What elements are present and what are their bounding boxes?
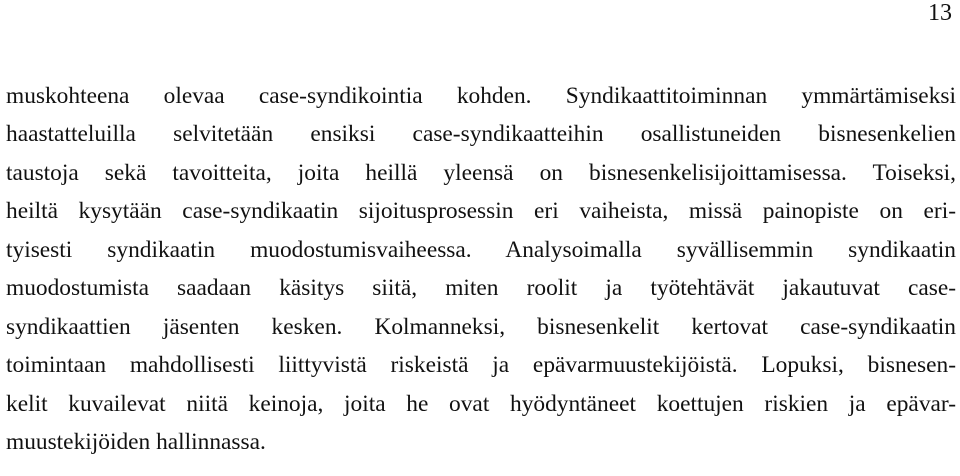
- paragraph-line: heiltä kysytään case-syndikaatin sijoitusprosessin eri vaiheista, missä painopiste on eri-: [6, 198, 956, 225]
- page-number: 13: [928, 0, 952, 26]
- paragraph-line: syndikaattien jäsenten kesken. Kolmanneksi, bisnesenkelit kertovat case-syndikaatin: [6, 313, 956, 340]
- paragraph-line-last: muustekijöiden hallinnassa.: [6, 428, 266, 455]
- paragraph-line: kelit kuvailevat niitä keinoja, joita he ovat hyödyntäneet koettujen riskien ja epävar-: [6, 390, 956, 417]
- paragraph-line: toimintaan mahdollisesti liittyvistä riskeistä ja epävarmuustekijöistä. Lopuksi, bisnesen-: [6, 352, 956, 379]
- paragraph-line: muskohteena olevaa case-syndikointia kohden. Syndikaattitoiminnan ymmärtämiseksi: [6, 83, 956, 109]
- paragraph-line: haastatteluilla selvitetään ensiksi case-syndikaatteihin osallistuneiden bisnesenkelien: [6, 121, 956, 148]
- paragraph-line: muodostumista saadaan käsitys siitä, miten roolit ja työtehtävät jakautuvat case-: [6, 275, 956, 302]
- body-paragraph: [6, 77, 956, 461]
- paragraph-line: tyisesti syndikaatin muodostumisvaiheessa. Analysoimalla syvällisemmin syndikaatin: [6, 236, 956, 263]
- paragraph-line: taustoja sekä tavoitteita, joita heillä yleensä on bisnesenkelisijoittamisessa. Toiseksi,: [6, 159, 956, 186]
